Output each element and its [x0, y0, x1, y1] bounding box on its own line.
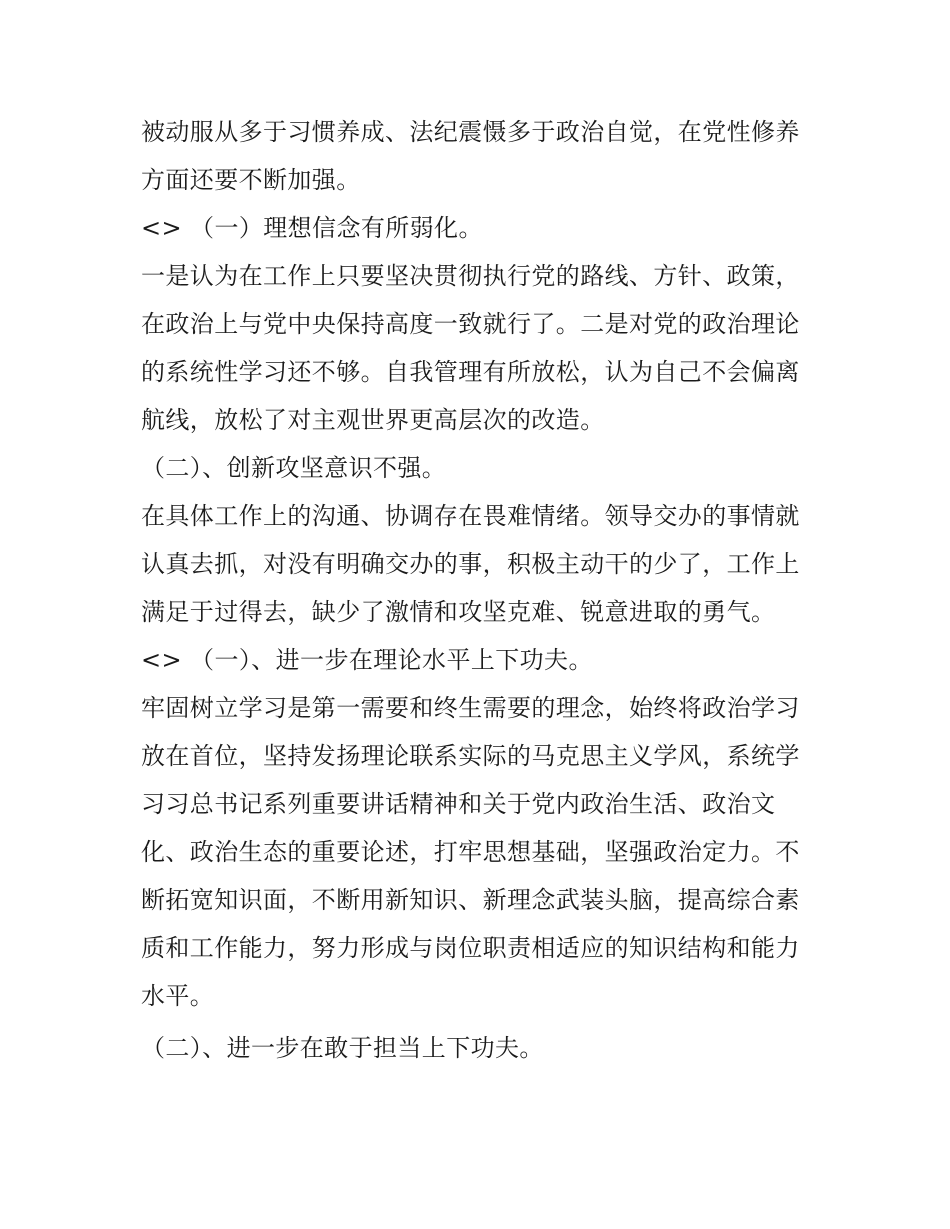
body-text-line: 牢固树立学习是第一需要和终生需要的理念，始终将政治学习	[141, 694, 800, 722]
body-text-line: 在具体工作上的沟通、协调存在畏难情绪。领导交办的事情就	[141, 502, 800, 530]
body-text-line: 的系统性学习还不够。自我管理有所放松，认为自己不会偏离	[141, 358, 800, 386]
body-text-line: 断拓宽知识面，不断用新知识、新理念武装头脑，提高综合素	[141, 886, 800, 914]
body-text-line: 航线，放松了对主观世界更高层次的改造。	[141, 406, 605, 434]
body-text-line: 一是认为在工作上只要坚决贯彻执行党的路线、方针、政策，	[141, 262, 800, 290]
body-text-line: 认真去抓，对没有明确交办的事，积极主动干的少了，工作上	[141, 550, 800, 578]
body-text-line: 习习总书记系列重要讲话精神和关于党内政治生活、政治文	[141, 790, 776, 818]
body-text-line: 满足于过得去，缺少了激情和攻坚克难、锐意进取的勇气。	[141, 598, 776, 626]
section-heading: （二）、创新攻坚意识不强。	[141, 454, 447, 482]
body-text-line: 被动服从多于习惯养成、法纪震慑多于政治自觉，在党性修养	[141, 118, 800, 146]
body-text-line: 放在首位，坚持发扬理论联系实际的马克思主义学风，系统学	[141, 742, 800, 770]
section-heading: <> （一）理想信念有所弱化。	[141, 214, 483, 242]
body-text-line: 质和工作能力，努力形成与岗位职责相适应的知识结构和能力	[141, 934, 800, 962]
body-text-line: 水平。	[141, 982, 215, 1010]
section-heading: <> （一）、进一步在理论水平上下功夫。	[141, 646, 593, 674]
section-heading: （二）、进一步在敢于担当上下功夫。	[141, 1034, 544, 1062]
body-text-line: 方面还要不断加强。	[141, 166, 361, 194]
body-text-line: 化、政治生态的重要论述，打牢思想基础，坚强政治定力。不	[141, 838, 800, 866]
document-body	[141, 108, 813, 1072]
body-text-line: 在政治上与党中央保持高度一致就行了。二是对党的政治理论	[141, 310, 800, 338]
